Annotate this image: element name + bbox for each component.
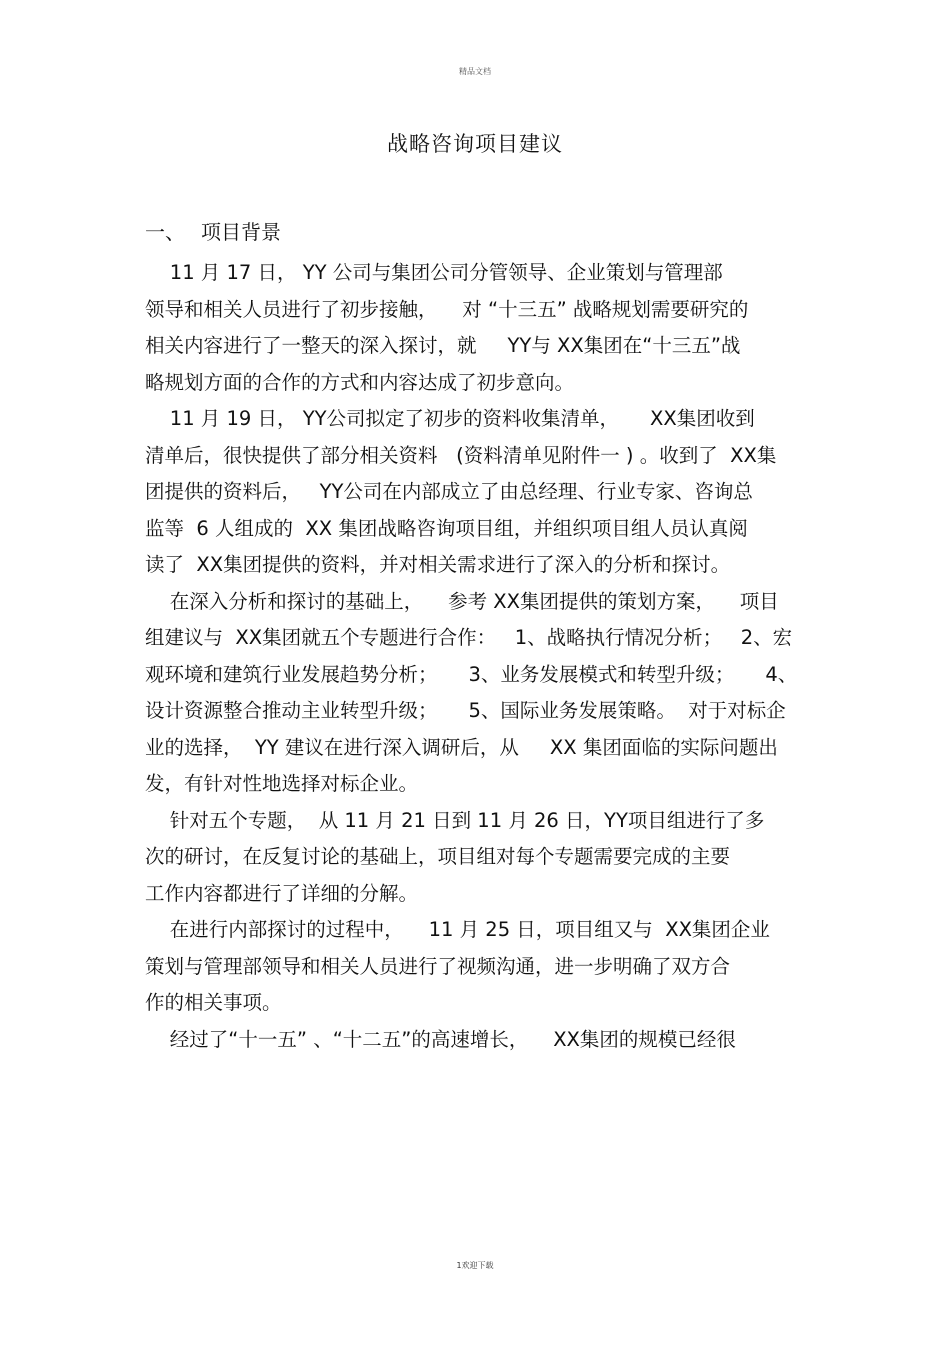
text-line: 在深入分析和探讨的基础上， 参考 XX集团提供的策划方案， 项目 (145, 589, 779, 613)
text-line: 在进行内部探讨的过程中， 11 月 25 日，项目组又与 XX集团企业 (145, 918, 770, 941)
text-line: 11 月 19 日， YY公司拟定了初步的资料收集清单， XX集团收到 (145, 407, 755, 430)
text-line: 略规划方面的合作的方式和内容达成了初步意向。 (145, 370, 575, 394)
page-header-mark: 精品文档 (459, 67, 491, 76)
text-line: 发，有针对性地选择对标企业。 (145, 772, 419, 795)
document-title: 战略咨询项目建议 (387, 132, 563, 156)
text-line: 组建议与 XX集团就五个专题进行合作： 1、战略执行情况分析； 2、宏 (145, 626, 793, 649)
section-number: 一、 (145, 220, 185, 244)
section-heading (145, 216, 281, 245)
text-line: 清单后，很快提供了部分相关资料 (资料清单见附件一 ) 。收到了 XX集 (145, 443, 777, 467)
section-title: 项目背景 (201, 220, 281, 244)
text-line: 11 月 17 日， YY 公司与集团公司分管领导、企业策划与管理部 (145, 261, 723, 284)
text-line: 经过了“十一五” 、“十二五”的高速增长， XX集团的规模已经很 (145, 1027, 736, 1051)
text-line: 次的研讨，在反复讨论的基础上，项目组对每个专题需要完成的主要 (145, 845, 731, 868)
body-text (145, 255, 817, 1058)
text-line: 针对五个专题， 从 11 月 21 日到 11 月 26 日，YY项目组进行了多 (145, 808, 765, 832)
page-number: 1 (456, 1261, 462, 1270)
text-line: 设计资源整合推动主业转型升级； 5、国际业务发展策略。 对于对标企 (145, 699, 786, 722)
text-line: 业的选择， YY 建议在进行深入调研后，从 XX 集团面临的实际问题出 (145, 735, 778, 759)
text-line: 团提供的资料后， YY公司在内部成立了由总经理、行业专家、咨询总 (145, 480, 753, 503)
text-line: 读了 XX集团提供的资料，并对相关需求进行了深入的分析和探讨。 (145, 553, 731, 576)
page-footer (0, 1260, 950, 1271)
text-line: 相关内容进行了一整天的深入探讨，就 YY与 XX集团在“十三五”战 (145, 334, 741, 357)
text-line: 观环境和建筑行业发展趋势分析； 3、业务发展模式和转型升级； 4、 (145, 662, 798, 686)
text-line: 策划与管理部领导和相关人员进行了视频沟通，进一步明确了双方合 (145, 954, 731, 978)
text-line: 工作内容都进行了详细的分解。 (145, 881, 419, 905)
text-line: 监等 6 人组成的 XX 集团战略咨询项目组，并组织项目组人员认真阅 (145, 516, 748, 540)
text-line: 作的相关事项。 (145, 991, 282, 1014)
footer-mark: 欢迎下载 (461, 1261, 494, 1270)
text-line: 领导和相关人员进行了初步接触， 对 “十三五” 战略规划需要研究的 (145, 297, 749, 321)
